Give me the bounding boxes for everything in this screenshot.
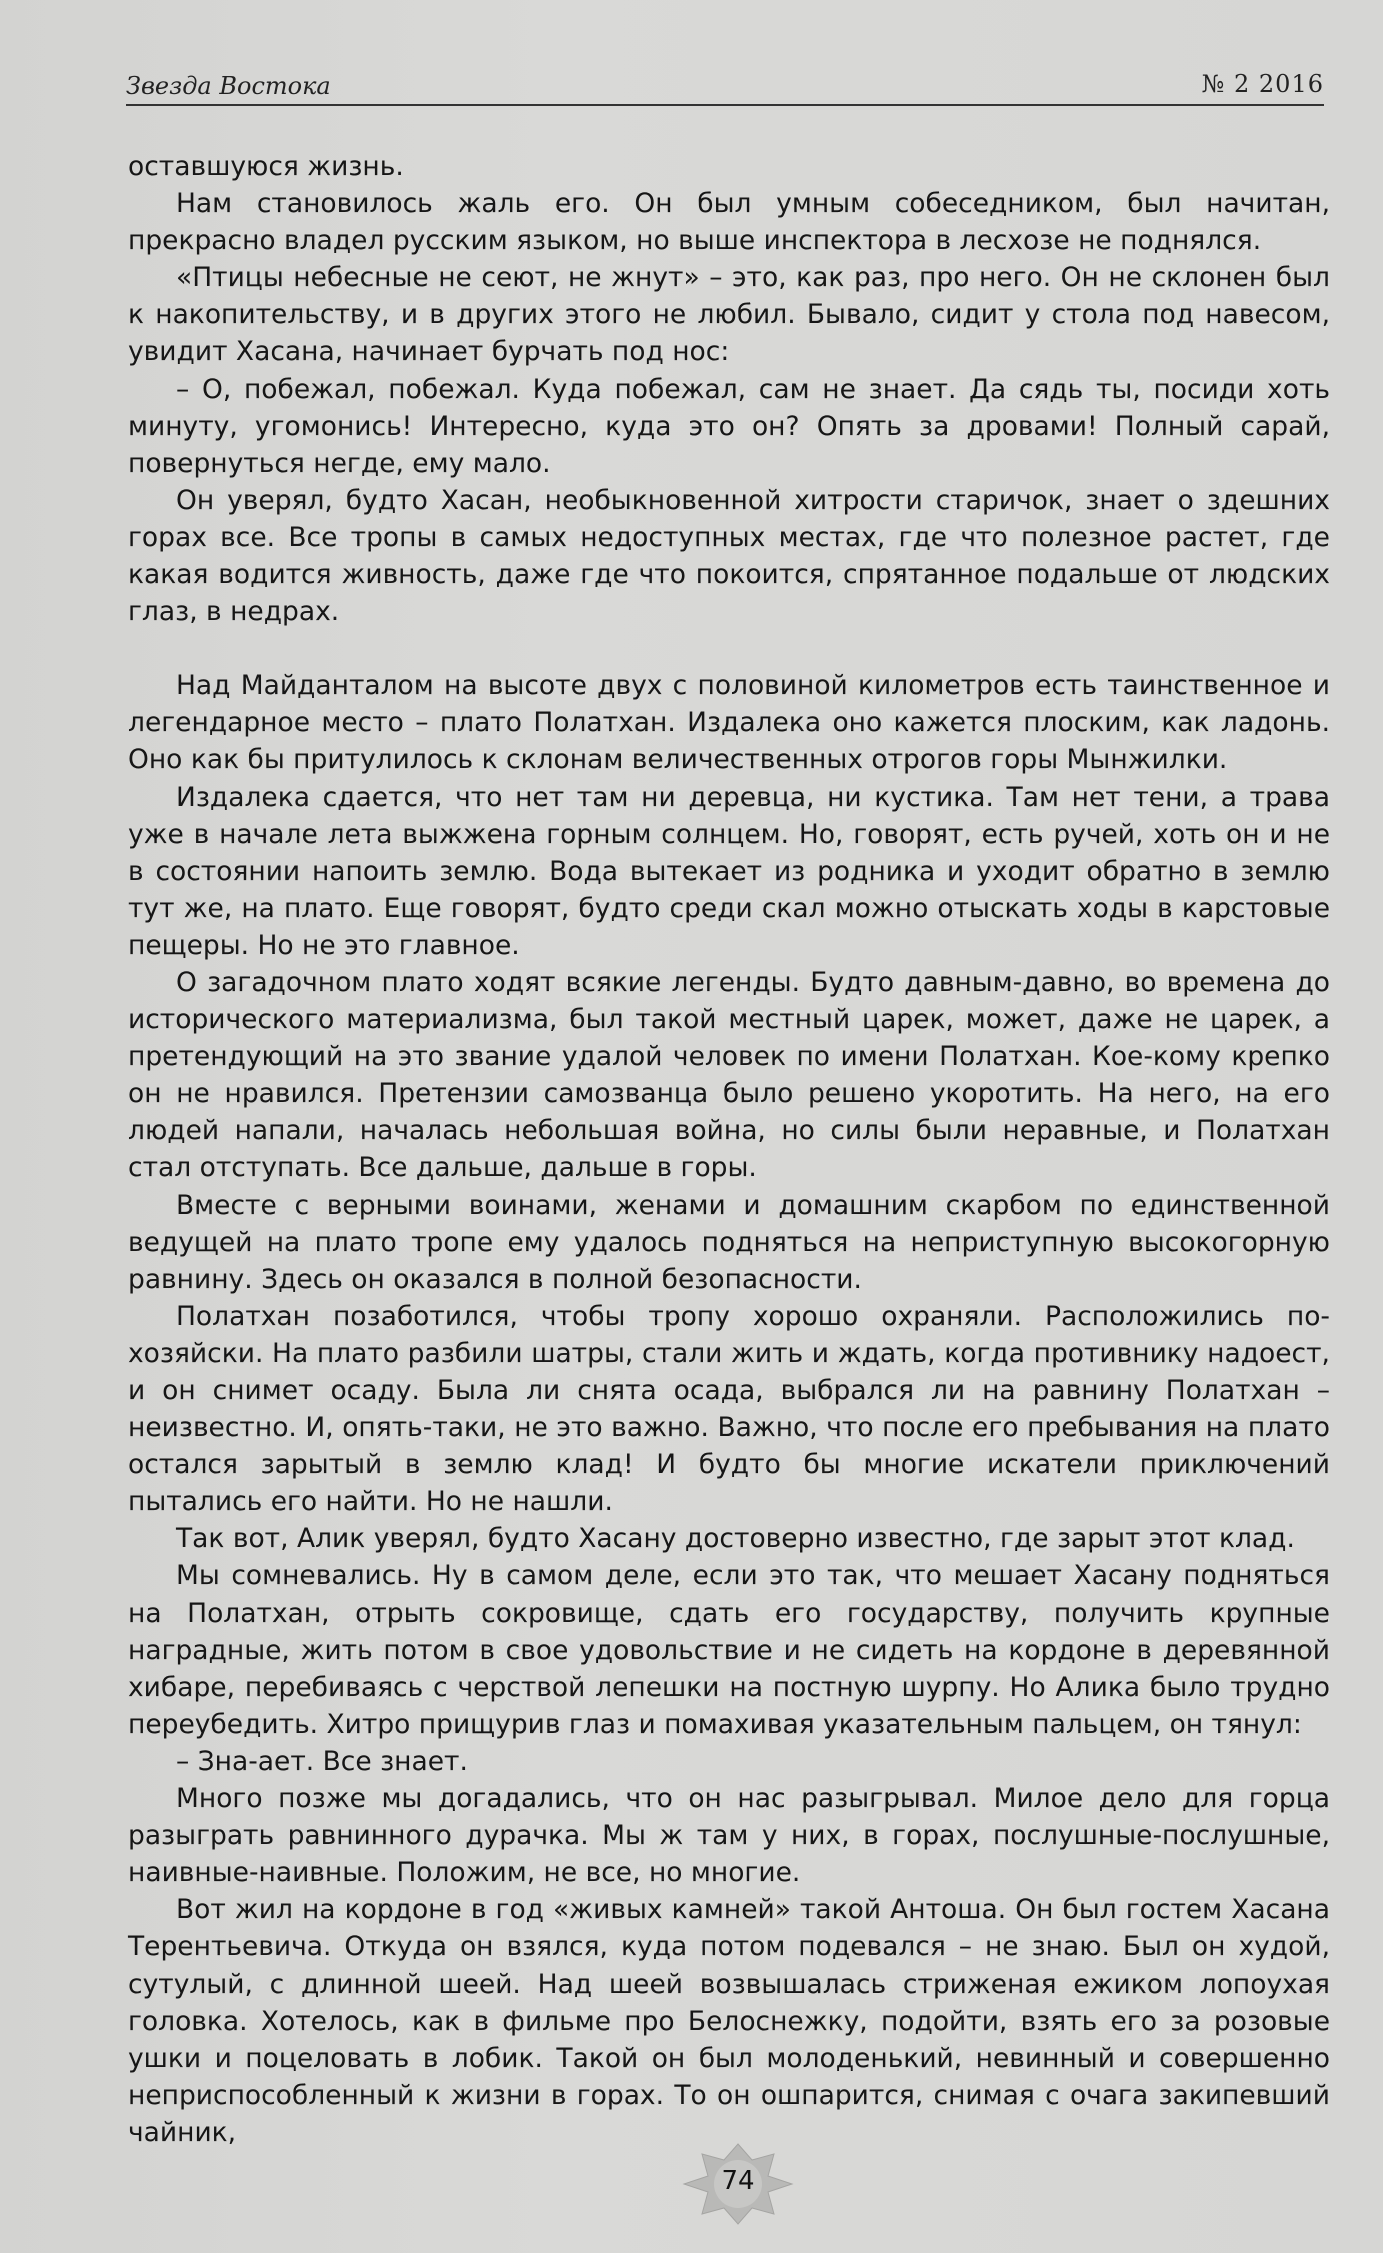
paragraph: Над Майданталом на высоте двух с половиной километров есть таинственное и легендарное место – плато Полатхан. Издалека оно кажется плоским, как ладонь. Оно как бы притулилось к склонам величественных отрогов горы Мынжилки. bbox=[128, 670, 1330, 776]
article-body bbox=[128, 148, 1330, 2151]
paragraph: Издалека сдается, что нет там ни деревца, ни кустика. Там нет тени, а трава уже в начале лета выжжена горным солнцем. Но, говорят, есть ручей, хоть он и не в состоянии напоить землю. Вода вытекает из родника и уходит обратно в землю тут же, на плато. Еще говорят, будто среди скал можно отыскать ходы в карстовые пещеры. Но не это главное. bbox=[128, 781, 1330, 961]
running-header bbox=[126, 70, 1324, 106]
paragraph: Вместе с верными воинами, женами и домашним скарбом по единственной ведущей на плато тропе ему удалось подняться на неприступную высокогорную равнину. Здесь он оказался в полной безопасности. bbox=[128, 1189, 1330, 1295]
paragraph: Мы сомневались. Ну в самом деле, если это так, что мешает Хасану подняться на Полатхан, отрыть сокровище, сдать его государству, получить крупные наградные, жить потом в свое удовольствие и не сидеть на кордоне в деревянной хибаре, перебиваясь с черствой лепешки на постную шурпу. Но Алика было трудно переубедить. Хитро прищурив глаз и помахивая указательным пальцем, он тянул: bbox=[128, 1560, 1330, 1740]
paragraph: Он уверял, будто Хасан, необыкновенной хитрости старичок, знает о здешних горах все. Все тропы в самых недоступных местах, где что полезное растет, где какая водится живность, даже где что покоится, спрятанное подальше от людских глаз, в недрах. bbox=[128, 484, 1330, 628]
paragraph: Полатхан позаботился, чтобы тропу хорошо охраняли. Расположились по-хозяйски. На плато разбили шатры, стали жить и ждать, когда противнику надоест, и он снимет осаду. Была ли снята осада, выбрался ли на равнину Полатхан – неизвестно. И, опять-таки, не это важно. Важно, что после его пребывания на плато остался зарытый в землю клад! И будто бы многие искатели приключений пытались его найти. Но не нашли. bbox=[128, 1300, 1330, 1518]
issue-number: № 2 2016 bbox=[1201, 70, 1324, 98]
paragraph: Так вот, Алик уверял, будто Хасану достоверно известно, где зарыт этот клад. bbox=[176, 1523, 1295, 1555]
paragraph: Много позже мы догадались, что он нас разыгрывал. Милое дело для горца разыграть равнинного дурачка. Мы ж там у них, в горах, послушные-послушные, наивные-наивные. Положим, не все, но многие. bbox=[128, 1783, 1330, 1889]
page-number: 74 bbox=[721, 2166, 755, 2196]
paragraph: Нам становилось жаль его. Он был умным собеседником, был начитан, прекрасно владел русским языком, но выше инспектора в лесхозе не поднялся. bbox=[128, 188, 1330, 257]
header-divider bbox=[126, 104, 1324, 106]
paragraph: оставшуюся жизнь. bbox=[128, 151, 404, 182]
paragraph: Вот жил на кордоне в год «живых камней» такой Антоша. Он был гостем Хасана Терентьевича. Откуда он взялся, куда потом подевался – не знаю. Был он худой, сутулый, с длинной шеей. Над шеей возвышалась стриженая ежиком лопоухая головка. Хотелось, как в фильме про Белоснежку, подойти, взять его за розовые ушки и поцеловать в лобик. Такой он был молоденький, невинный и совершенно неприспособленный к жизни в горах. То он ошпарится, снимая с очага закипевший чайник, bbox=[128, 1894, 1330, 2148]
journal-title: Звезда Востока bbox=[126, 72, 331, 100]
paragraph: «Птицы небесные не сеют, не жнут» – это, как раз, про него. Он не склонен был к накопительству, и в других этого не любил. Бывало, сидит у стола под навесом, увидит Хасана, начинает бурчать под нос: bbox=[128, 262, 1330, 368]
paragraph: – О, побежал, побежал. Куда побежал, сам не знает. Да сядь ты, посиди хоть минуту, угомонись! Интересно, куда это он? Опять за дровами! Полный сарай, повернуться негде, ему мало. bbox=[128, 373, 1330, 479]
paragraph: О загадочном плато ходят всякие легенды. Будто давным-давно, во времена до исторического материализма, был такой местный царек, может, даже не царек, а претендующий на это звание удалой человек по имени Полатхан. Кое-кому крепко он не нравился. Претензии самозванца было решено укоротить. На него, на его людей напали, началась небольшая война, но силы были неравные, и Полатхан стал отступать. Все дальше, дальше в горы. bbox=[128, 966, 1330, 1184]
paragraph: – Зна-ает. Все знает. bbox=[176, 1745, 468, 1777]
